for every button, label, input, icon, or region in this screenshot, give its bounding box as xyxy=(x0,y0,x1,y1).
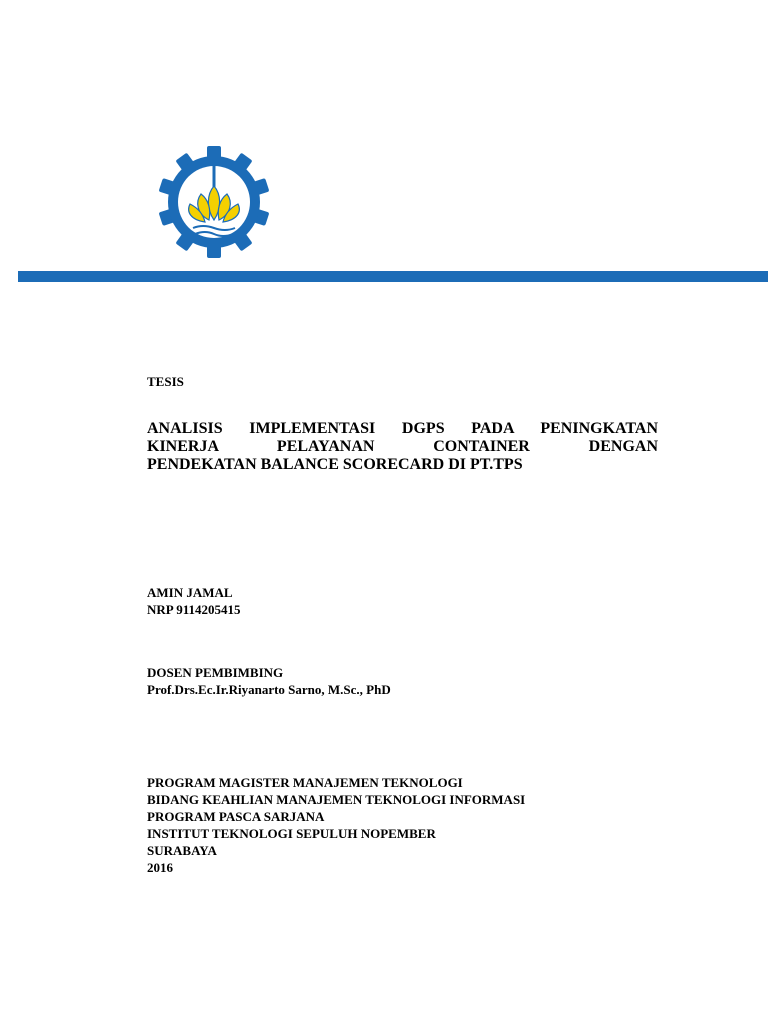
title-line: ANALISIS IMPLEMENTASI DGPS PADA PENINGKATAN xyxy=(147,420,658,437)
author-nrp: NRP 9114205415 xyxy=(147,602,241,617)
year-line: 2016 xyxy=(147,860,173,875)
advisor-heading: DOSEN PEMBIMBING xyxy=(147,665,284,680)
institution-line: BIDANG KEAHLIAN MANAJEMEN TEKNOLOGI INFORMASI xyxy=(147,792,526,807)
advisor-block xyxy=(147,664,391,698)
institution-line: PROGRAM PASCA SARJANA xyxy=(147,809,325,824)
author-block xyxy=(147,584,241,618)
author-name: AMIN JAMAL xyxy=(147,585,233,600)
title-line: KINERJA PELAYANAN CONTAINER DENGAN xyxy=(147,438,658,455)
institution-block xyxy=(147,774,525,876)
title-line: PENDEKATAN BALANCE SCORECARD DI PT.TPS xyxy=(147,456,523,473)
institution-line: INSTITUT TEKNOLOGI SEPULUH NOPEMBER xyxy=(147,826,436,841)
its-logo-icon xyxy=(153,146,275,258)
header-band xyxy=(18,271,768,282)
thesis-title xyxy=(147,420,658,474)
advisor-name: Prof.Drs.Ec.Ir.Riyanarto Sarno, M.Sc., PhD xyxy=(147,682,391,697)
city-line: SURABAYA xyxy=(147,843,217,858)
institution-line: PROGRAM MAGISTER MANAJEMEN TEKNOLOGI xyxy=(147,775,463,790)
document-type-label: TESIS xyxy=(147,374,184,389)
